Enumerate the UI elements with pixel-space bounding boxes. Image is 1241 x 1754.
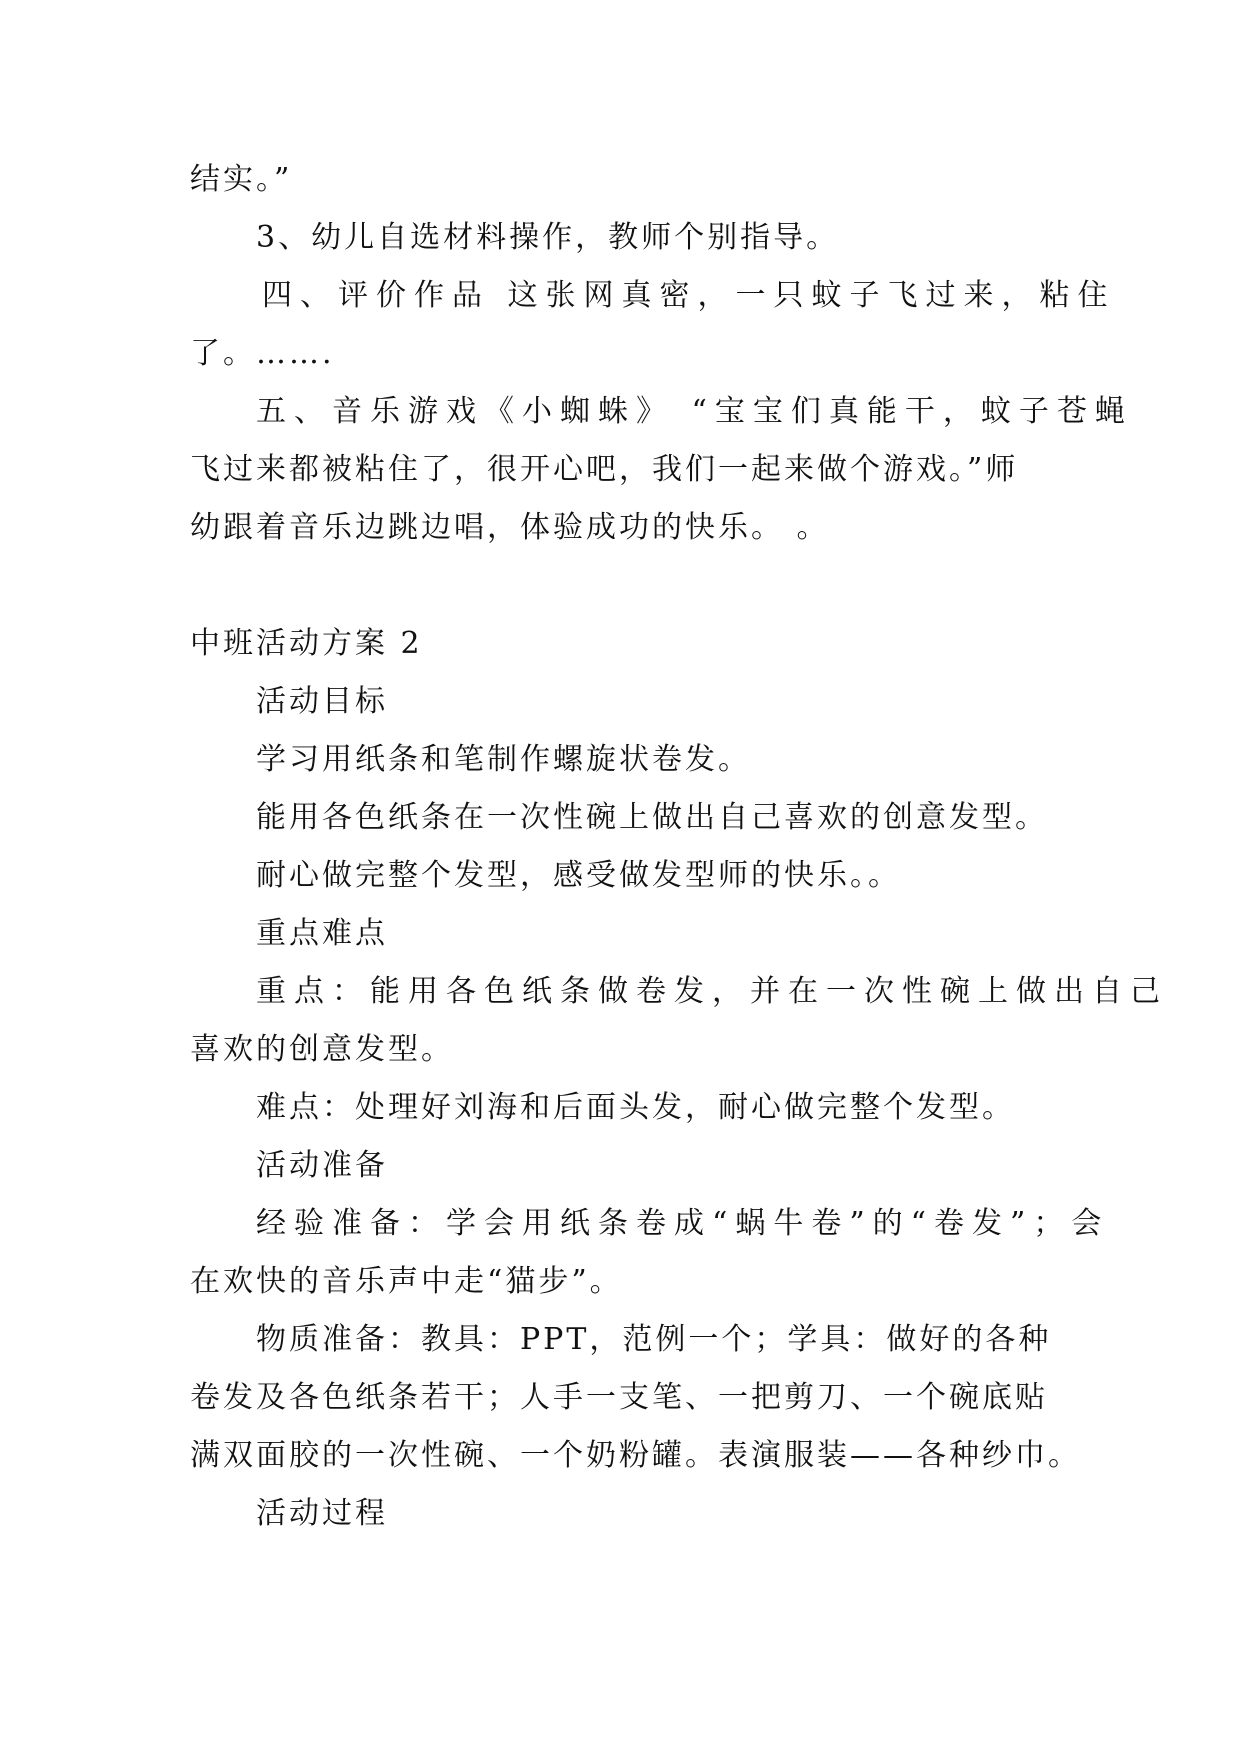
paragraph-line: 在欢快的音乐声中走“猫步”。 xyxy=(190,1264,623,1299)
section-heading: 活动过程 xyxy=(256,1496,388,1531)
section-heading: 重点难点 xyxy=(256,916,388,951)
paragraph-line: 幼跟着音乐边跳边唱，体验成功的快乐。 。 xyxy=(190,510,830,545)
paragraph-line: 了。……. xyxy=(190,336,335,371)
paragraph-line: 飞过来都被粘住了，很开心吧，我们一起来做个游戏。”师 xyxy=(190,452,1019,487)
paragraph-line: 经验准备：学会用纸条卷成“蜗牛卷”的“卷发”；会 xyxy=(256,1206,1110,1241)
paragraph-line: 五、音乐游戏《小蜘蛛》 “宝宝们真能干，蚊子苍蝇 xyxy=(256,394,1133,429)
paragraph-line: 耐心做完整个发型，感受做发型师的快乐。。 xyxy=(256,858,901,893)
paragraph-line: 3、幼儿自选材料操作，教师个别指导。 xyxy=(256,220,840,255)
section-heading: 活动准备 xyxy=(256,1148,388,1183)
paragraph-line: 能用各色纸条在一次性碗上做出自己喜欢的创意发型。 xyxy=(256,800,1048,835)
paragraph-line: 物质准备：教具：PPT，范例一个；学具：做好的各种 xyxy=(256,1322,1052,1357)
paragraph-line: 卷发及各色纸条若干；人手一支笔、一把剪刀、一个碗底贴 xyxy=(190,1380,1048,1415)
paragraph-line: 学习用纸条和笔制作螺旋状卷发。 xyxy=(256,742,751,777)
paragraph-line: 重点：能用各色纸条做卷发，并在一次性碗上做出自己 xyxy=(256,974,1168,1009)
section-title: 中班活动方案 2 xyxy=(190,626,423,661)
paragraph-line: 四、评价作品 这张网真密，一只蚊子飞过来，粘住 xyxy=(262,278,1116,313)
paragraph-line: 结实。” xyxy=(190,162,293,197)
paragraph-line: 喜欢的创意发型。 xyxy=(190,1032,454,1067)
paragraph-line: 满双面胶的一次性碗、一个奶粉罐。表演服装——各种纱巾。 xyxy=(190,1438,1081,1473)
paragraph-line: 难点：处理好刘海和后面头发，耐心做完整个发型。 xyxy=(256,1090,1015,1125)
section-heading: 活动目标 xyxy=(256,684,388,719)
